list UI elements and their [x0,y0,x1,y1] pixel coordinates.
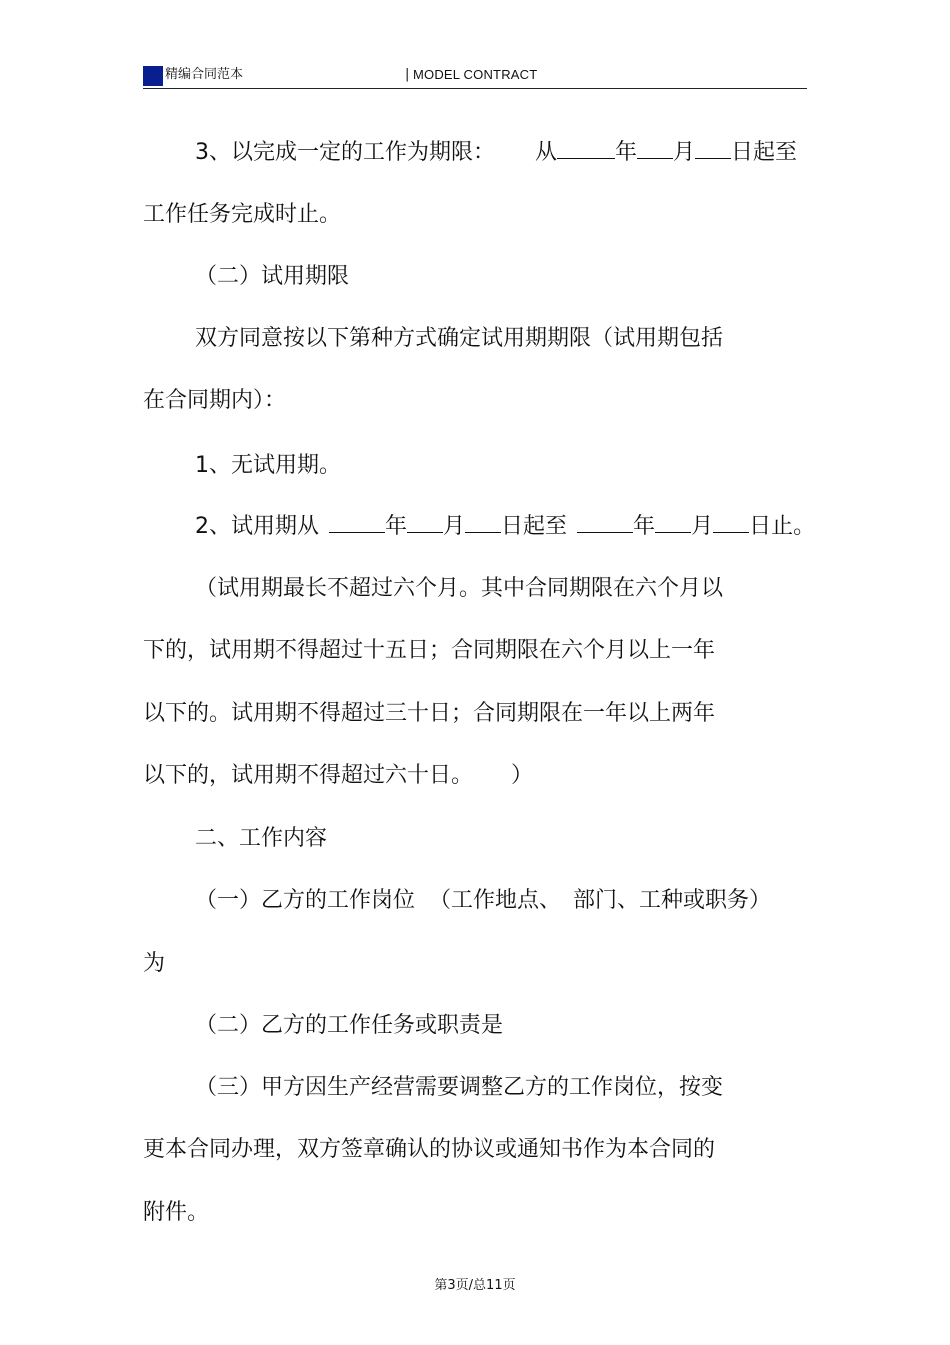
paragraph-line: 以下的。试用期不得超过三十日；合同期限在一年以上两年 [143,701,716,726]
header-logo-mark [143,66,163,86]
paragraph-line: 双方同意按以下第种方式确定试用期期限（试用期包括 [195,326,724,351]
option-1-line: 1、无试用期。 [195,453,341,478]
header-separator: | [405,67,410,82]
month-label: 月 [673,140,696,165]
blank-year [557,138,615,159]
blank-month [637,138,673,159]
paragraph-line [143,761,533,791]
page-number: 第3页/总11页 [434,1278,516,1293]
paragraph-line: 为 [143,951,166,976]
month-label: 月 [691,514,714,539]
page-header [143,64,807,89]
work-duties-line: （二）乙方的工作任务或职责是 [195,1013,504,1038]
option-2-text: 2、试用期从 [195,514,319,539]
section-heading-work-content: 二、工作内容 [195,826,328,851]
work-location-text: （工作地点、 [429,888,562,913]
paragraph-line: 更本合同办理，双方签章确认的协议或通知书作为本合同的 [143,1137,716,1162]
department-text: 部门、工种或职务） [573,888,772,913]
paragraph-line: 在合同期内）： [143,388,287,413]
paragraph-line: （三）甲方因生产经营需要调整乙方的工作岗位，按变 [195,1075,724,1100]
day-to-label: 日起至 [501,514,568,539]
year-label: 年 [385,514,408,539]
closing-paren: ） [511,763,534,788]
month-label: 月 [443,514,466,539]
section-heading-probation: （二）试用期限 [195,264,350,289]
paragraph-line: 附件。 [143,1200,210,1225]
clause-3-term-line [195,138,797,168]
blank-day [713,512,749,533]
blank-month [655,512,691,533]
header-title: 精编合同范本 [165,67,244,82]
header-subtitle: MODEL CONTRACT [413,67,538,82]
year-label: 年 [615,140,638,165]
work-position-line [195,886,771,916]
day-to-label: 日起至 [731,140,798,165]
year-label: 年 [633,514,656,539]
paragraph-line: （试用期最长不超过六个月。其中合同期限在六个月以 [195,576,724,601]
work-position-text: （一）乙方的工作岗位 [195,888,416,913]
paragraph-line: 下的，试用期不得超过十五日；合同期限在六个月以上一年 [143,638,716,663]
paragraph-text: 以下的，试用期不得超过六十日。 [143,763,474,788]
blank-year [577,512,633,533]
day-end-label: 日止。 [749,514,816,539]
from-label: 从 [535,140,558,165]
blank-day [695,138,731,159]
paragraph-line: 工作任务完成时止。 [143,202,342,227]
blank-month [407,512,443,533]
clause-3-text: 3、以完成一定的工作为期限： [195,140,495,165]
blank-year [329,512,385,533]
option-2-line [195,512,815,542]
blank-day [465,512,501,533]
